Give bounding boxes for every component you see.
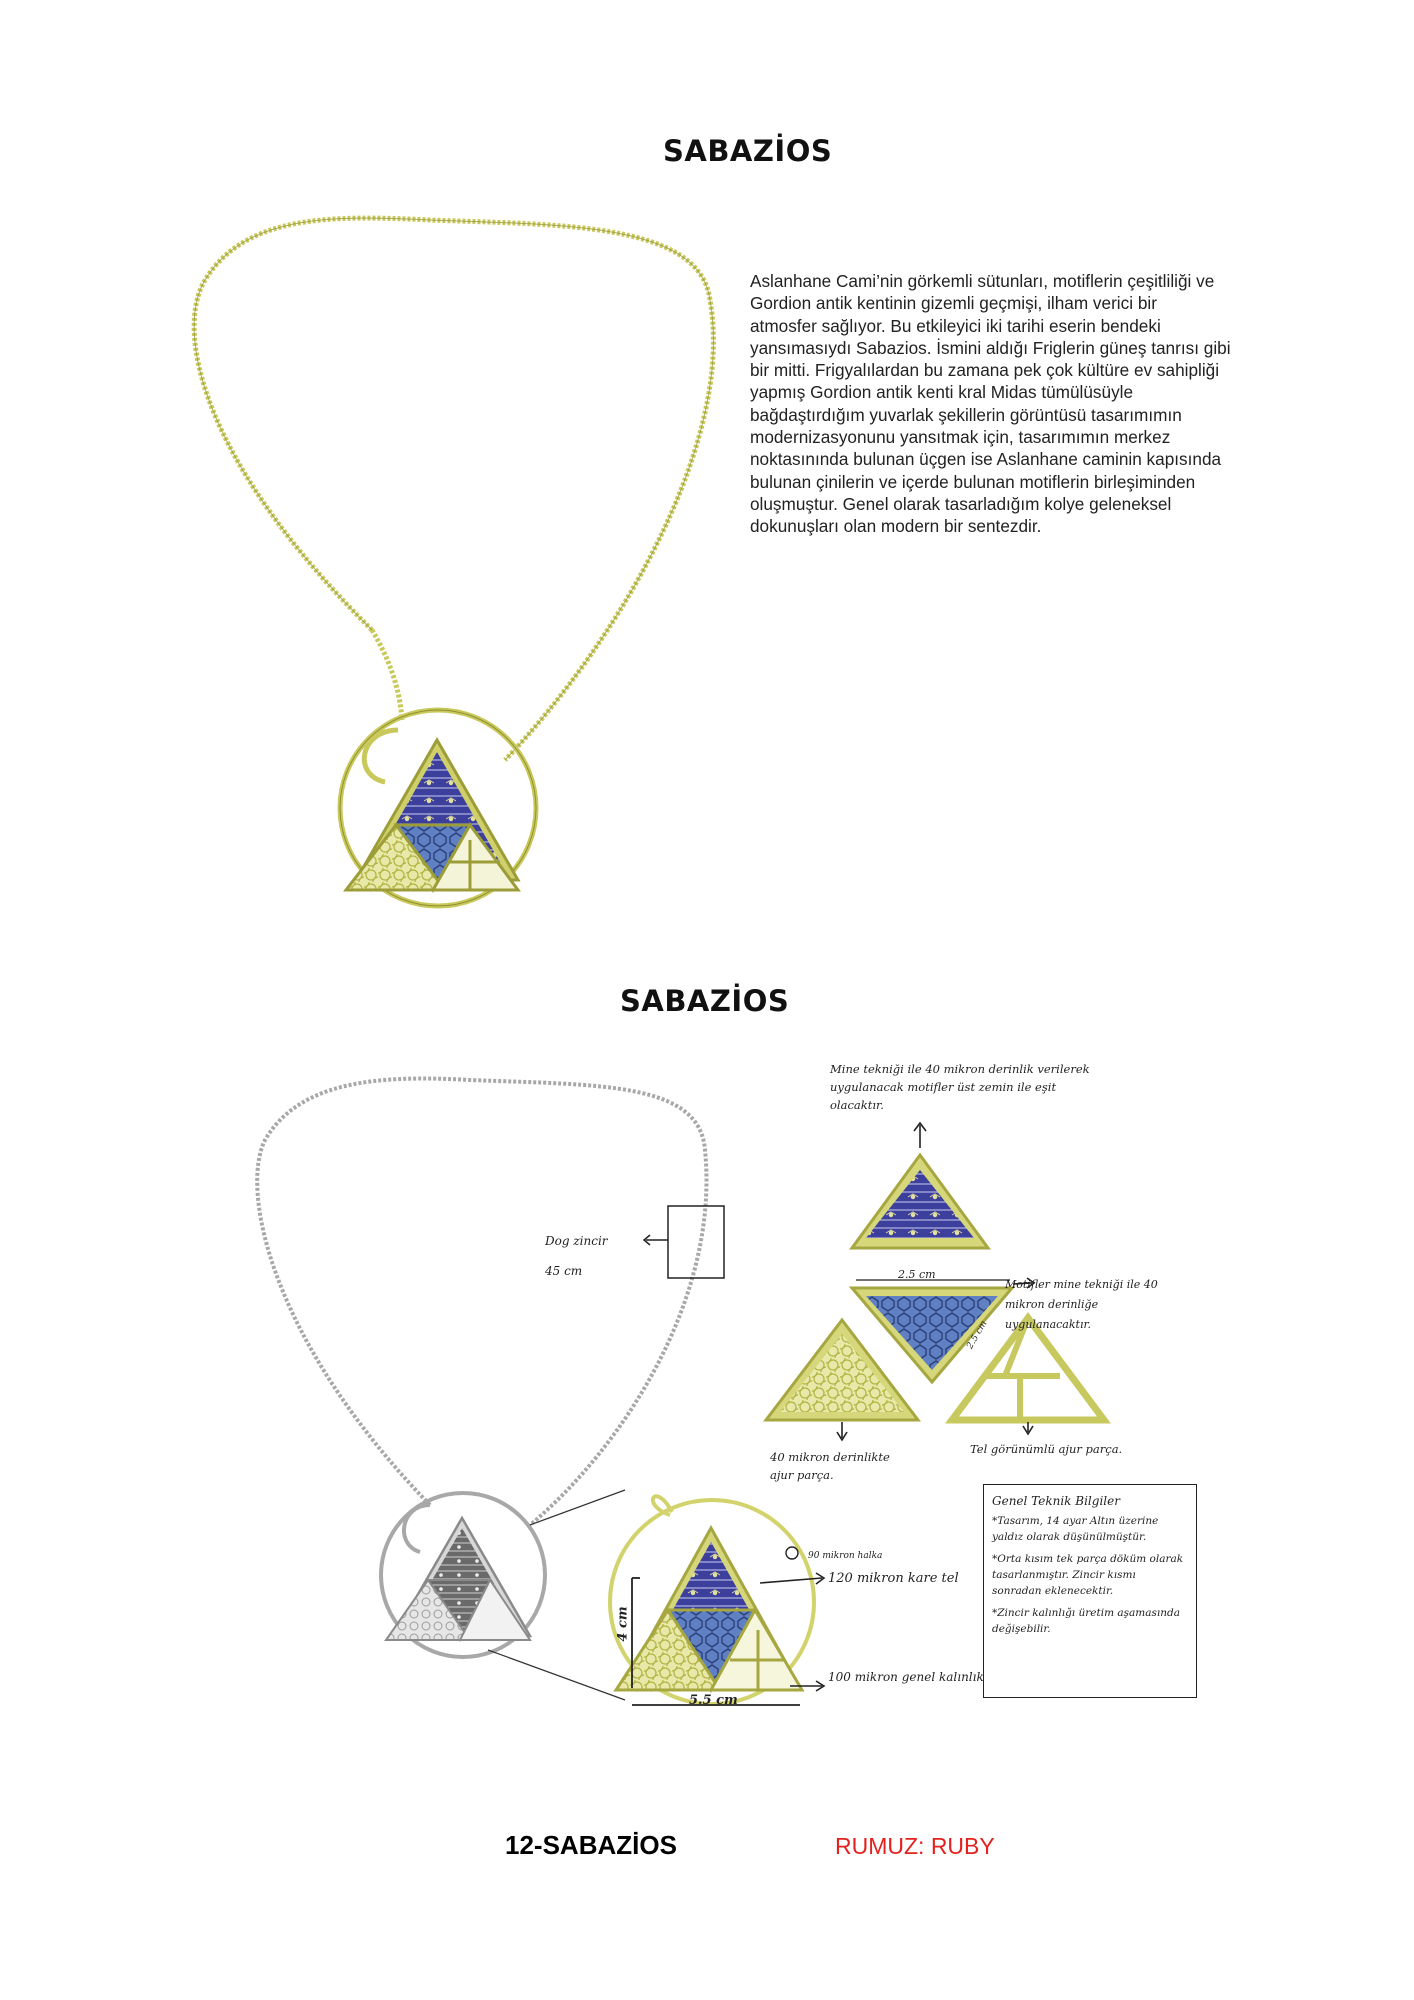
dimension-height: 4 cm: [615, 1606, 631, 1642]
annotation-chain-length: 45 cm: [545, 1264, 583, 1278]
annotation-lace-part: 40 mikron derinlikte ajur parça.: [770, 1450, 890, 1482]
necklace-illustration-top: [194, 218, 713, 906]
technical-info-box: [983, 1484, 1197, 1698]
annotation-chain-type: Dog zincir: [545, 1234, 608, 1248]
description-line: noktasınında bulunan üçgen ise Aslanhane caminin kapısında: [750, 449, 1222, 470]
annotation-square-wire: 120 mikron kare tel: [828, 1571, 959, 1586]
description-line: dokunuşları olan modern bir sentezdir.: [750, 516, 1042, 537]
chain-bottom: [257, 1079, 706, 1525]
necklace-illustration-bottom: [257, 1079, 724, 1700]
page-title-top: SABAZİOS: [663, 134, 833, 168]
technical-info-item: *Orta kısım tek parça döküm olarak tasarlanmıştır. Zincir kısmı sonradan eklenecektir.: [992, 1553, 1184, 1597]
technical-info-item: *Tasarım, 14 ayar Altın üzerine yaldız olarak düşünülmüştür.: [992, 1515, 1159, 1543]
technical-info-item: *Zincir kalınlığı üretim aşamasında değişebilir.: [992, 1607, 1180, 1635]
annotation-motif-enamel: Motifler mine tekniği ile 40 mikron derinliğe uygulanacaktır.: [1005, 1278, 1158, 1331]
description-line: yapmış Gordion antik kenti kral Midas tümülüsüyle: [750, 382, 1134, 403]
description-line: atmosfer sağlıyor. Bu etkileyici iki tarihi eserin bendeki: [750, 315, 1161, 336]
description-line: bir mitti. Frigyalılardan bu zamana pek çok kültüre ev sahipliği: [750, 360, 1220, 381]
annotation-enamel-motifs: Mine tekniği ile 40 mikron derinlik verilerek uygulanacak motifler üst zemin ile eşit olacaktır.: [830, 1062, 1090, 1112]
technical-info-title: Genel Teknik Bilgiler: [992, 1494, 1120, 1508]
dimension-side-length: 2.5 cm: [965, 1319, 990, 1351]
dimension-top-width: 2.5 cm: [898, 1268, 936, 1281]
description-line: yansımasıydı Sabazios. İsmini aldığı Friglerin güneş tanrısı gibi: [750, 337, 1231, 358]
part-enamel-triangle: [852, 1123, 988, 1248]
chain-top: [194, 218, 713, 760]
annotation-wire-part: Tel görünümlü ajur parça.: [970, 1442, 1123, 1456]
footer-title: 12-SABAZİOS: [505, 1830, 677, 1860]
annotation-ring: 90 mikron halka: [808, 1551, 883, 1561]
description-line: oluşmuştur. Genel olarak tasarladığım kolye geleneksel: [750, 493, 1172, 514]
chain-zoom-box: [668, 1206, 724, 1278]
footer-codename: RUMUZ: RUBY: [835, 1833, 995, 1859]
description-line: Aslanhane Cami’nin görkemli sütunları, motiflerin çeşitliliği ve: [750, 271, 1215, 291]
description-paragraph: [750, 270, 1290, 538]
description-line: Gordion antik kentinin gizemli geçmişi, ilham verici bir: [750, 293, 1157, 314]
description-line: bulunan çinilerin ve içerde bulunan motiflerin birleşiminden: [750, 471, 1196, 492]
annotation-thickness: 100 mikron genel kalınlık: [828, 1670, 984, 1684]
description-line: modernizasyonunu yansıtmak için, tasarımımın merkez: [750, 427, 1171, 448]
dimension-width: 5.5 cm: [689, 1693, 738, 1708]
description-line: bağdaştırdığım yuvarlak şekillerin görüntüsü tasarımımın: [750, 404, 1182, 425]
pendant-enlarged: [610, 1496, 824, 1705]
page-title-technical: SABAZİOS: [620, 984, 790, 1018]
annotation-chain: [545, 1226, 635, 1286]
